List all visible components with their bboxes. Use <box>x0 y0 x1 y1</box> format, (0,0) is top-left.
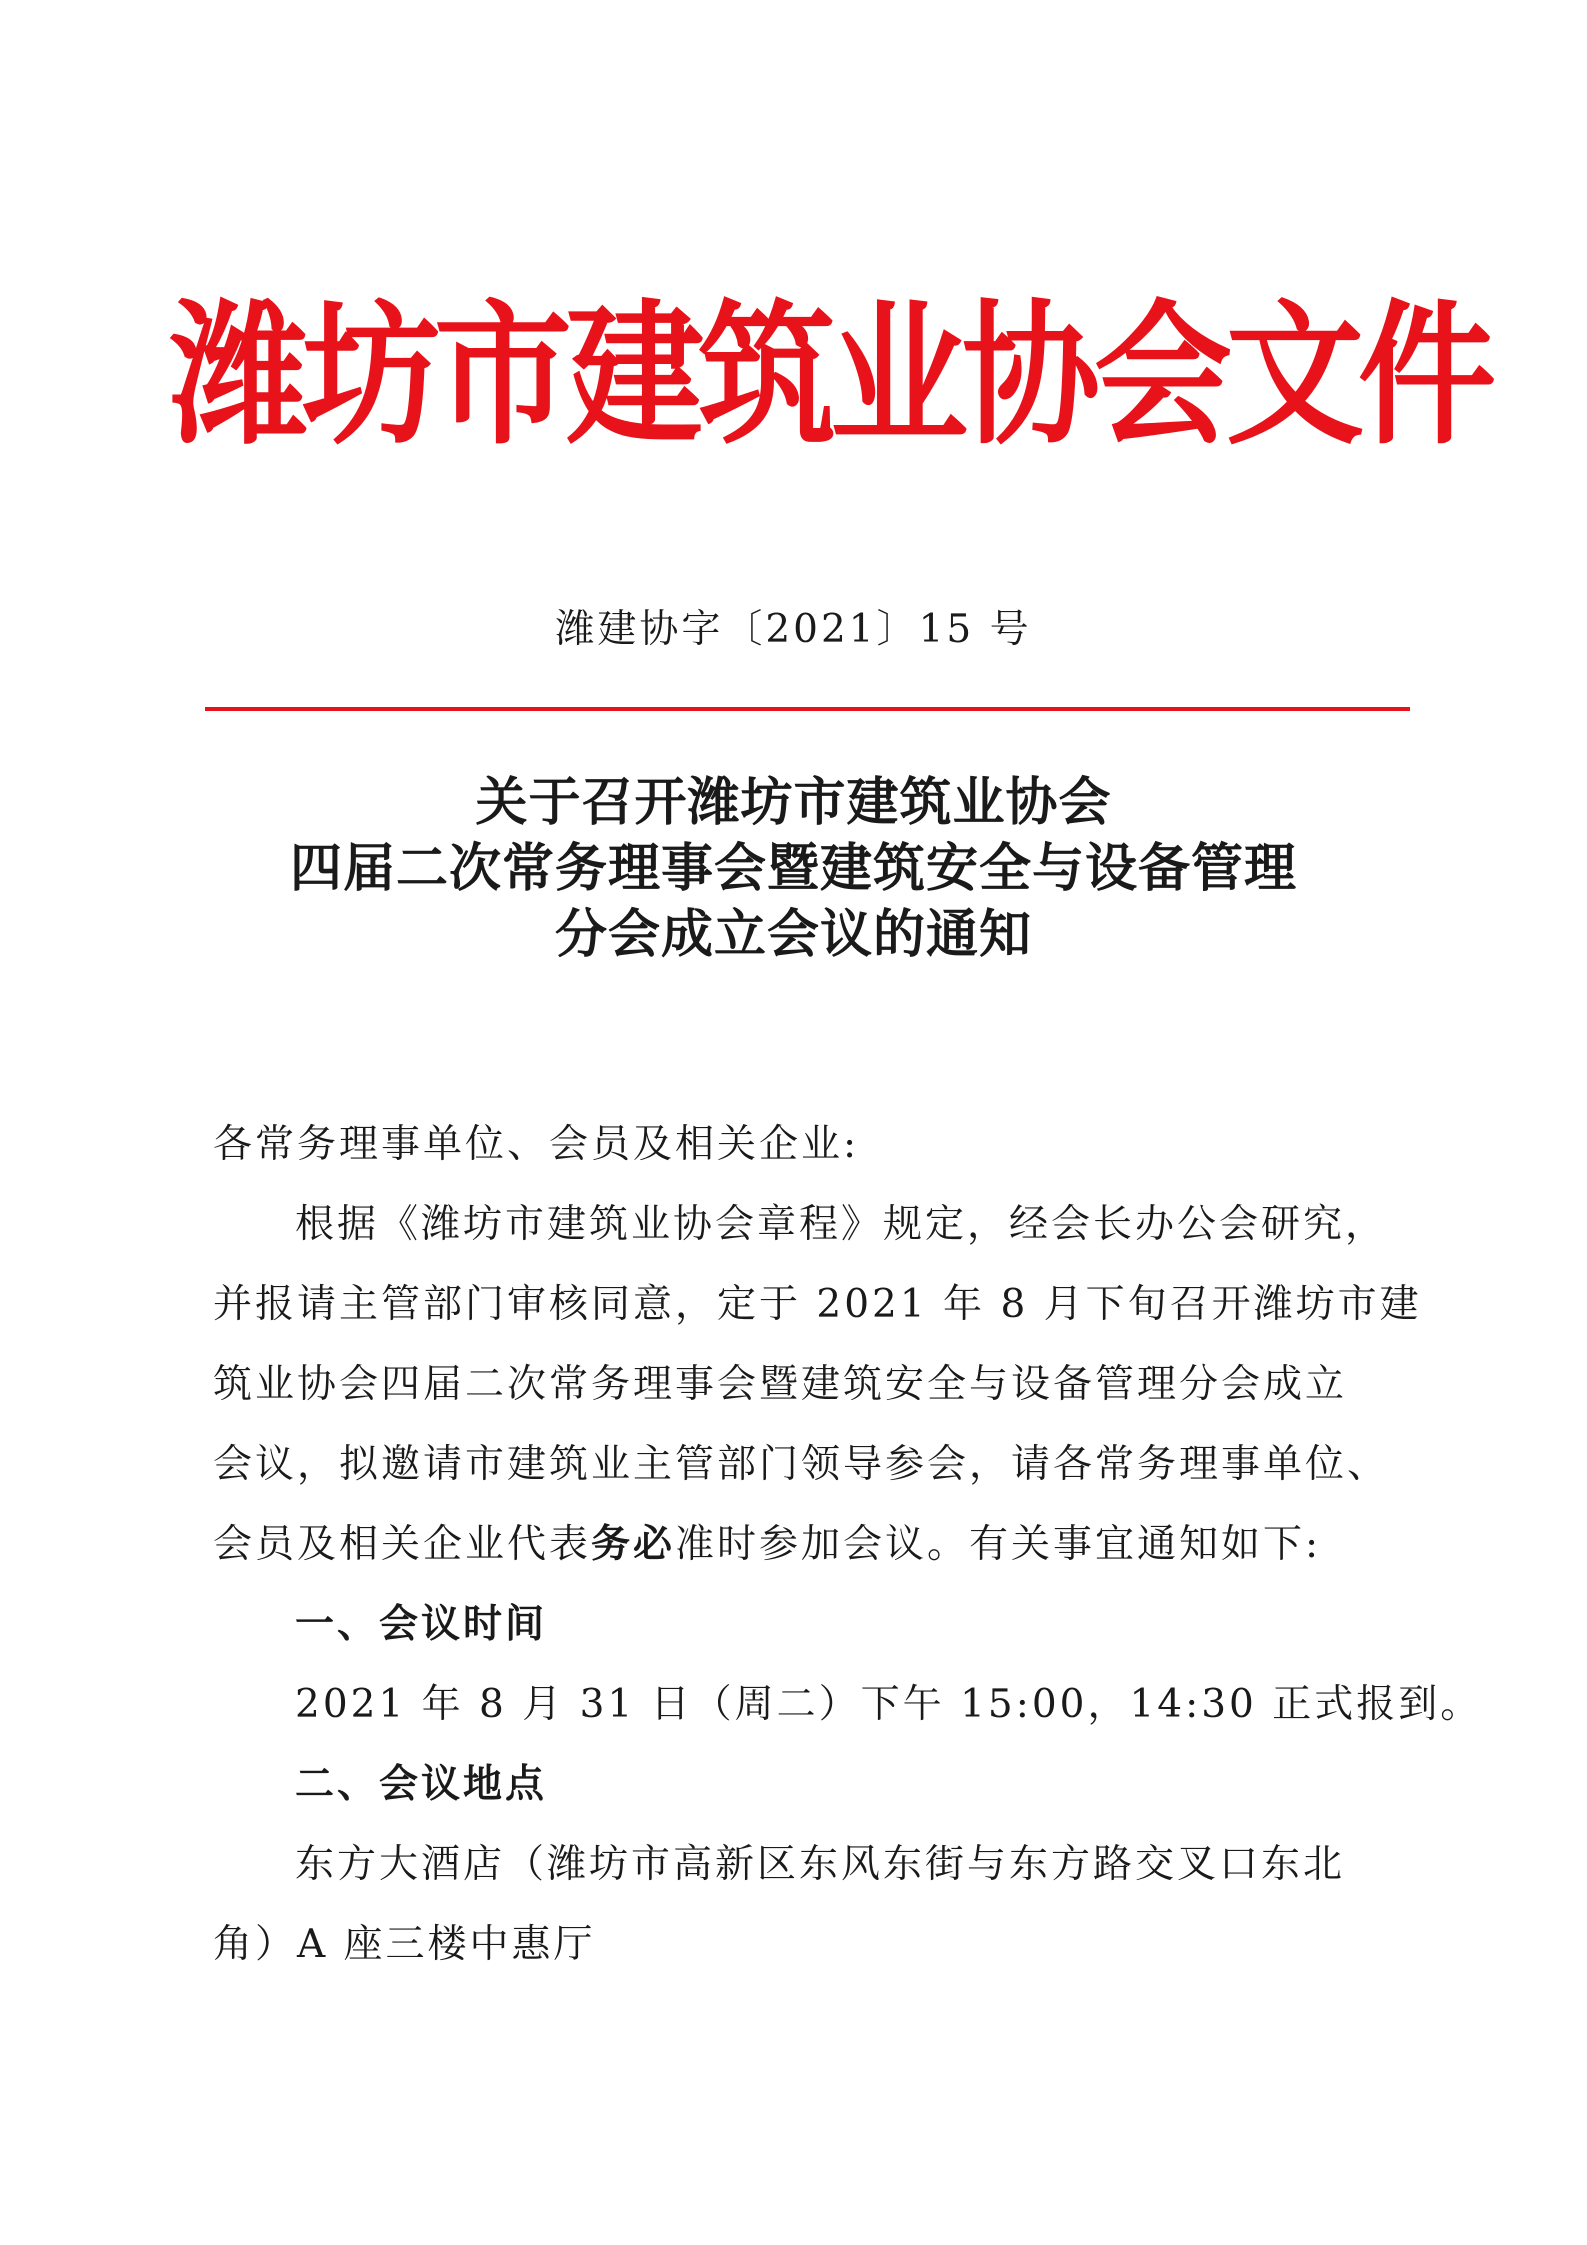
section-heading-time: 一、会议时间 <box>295 1602 548 1647</box>
paragraph-line: 根据《潍坊市建筑业协会章程》规定，经会长办公会研究， <box>295 1202 1388 1247</box>
paragraph-line: 会议，拟邀请市建筑业主管部门领导参会，请各常务理事单位、 <box>213 1442 1390 1487</box>
title-line-3: 分会成立会议的通知 <box>554 905 1032 965</box>
paragraph-line <box>213 1505 1403 1585</box>
paragraph-text: 会员及相关企业代表 <box>213 1522 592 1567</box>
paragraph-text: 准时参加会议。有关事宜通知如下: <box>675 1522 1322 1567</box>
section-heading-place: 二、会议地点 <box>295 1762 548 1807</box>
document-number: 潍建协字〔2021〕15 号 <box>555 607 1032 652</box>
red-divider <box>205 707 1410 711</box>
emphasis-text: 务必 <box>591 1522 676 1567</box>
title-line-2: 四届二次常务理事会暨建筑安全与设备管理 <box>289 839 1297 899</box>
paragraph-line: 并报请主管部门审核同意，定于 2021 年 8 月下旬召开潍坊市建 <box>213 1282 1422 1327</box>
document-masthead: 潍坊市建筑业协会文件 <box>170 283 1491 466</box>
paragraph-line: 筑业协会四届二次常务理事会暨建筑安全与设备管理分会成立 <box>213 1362 1348 1407</box>
salutation: 各常务理事单位、会员及相关企业: <box>213 1122 860 1167</box>
notice-body <box>213 1105 1483 1985</box>
notice-title <box>0 770 1587 968</box>
meeting-time-text: 2021 年 8 月 31 日（周二）下午 15:00，14:30 正式报到。 <box>295 1682 1483 1727</box>
meeting-place-text: 角）A 座三楼中惠厅 <box>213 1922 596 1967</box>
meeting-place-text: 东方大酒店（潍坊市高新区东风东街与东方路交叉口东北 <box>295 1842 1346 1887</box>
title-line-1: 关于召开潍坊市建筑业协会 <box>475 773 1112 833</box>
